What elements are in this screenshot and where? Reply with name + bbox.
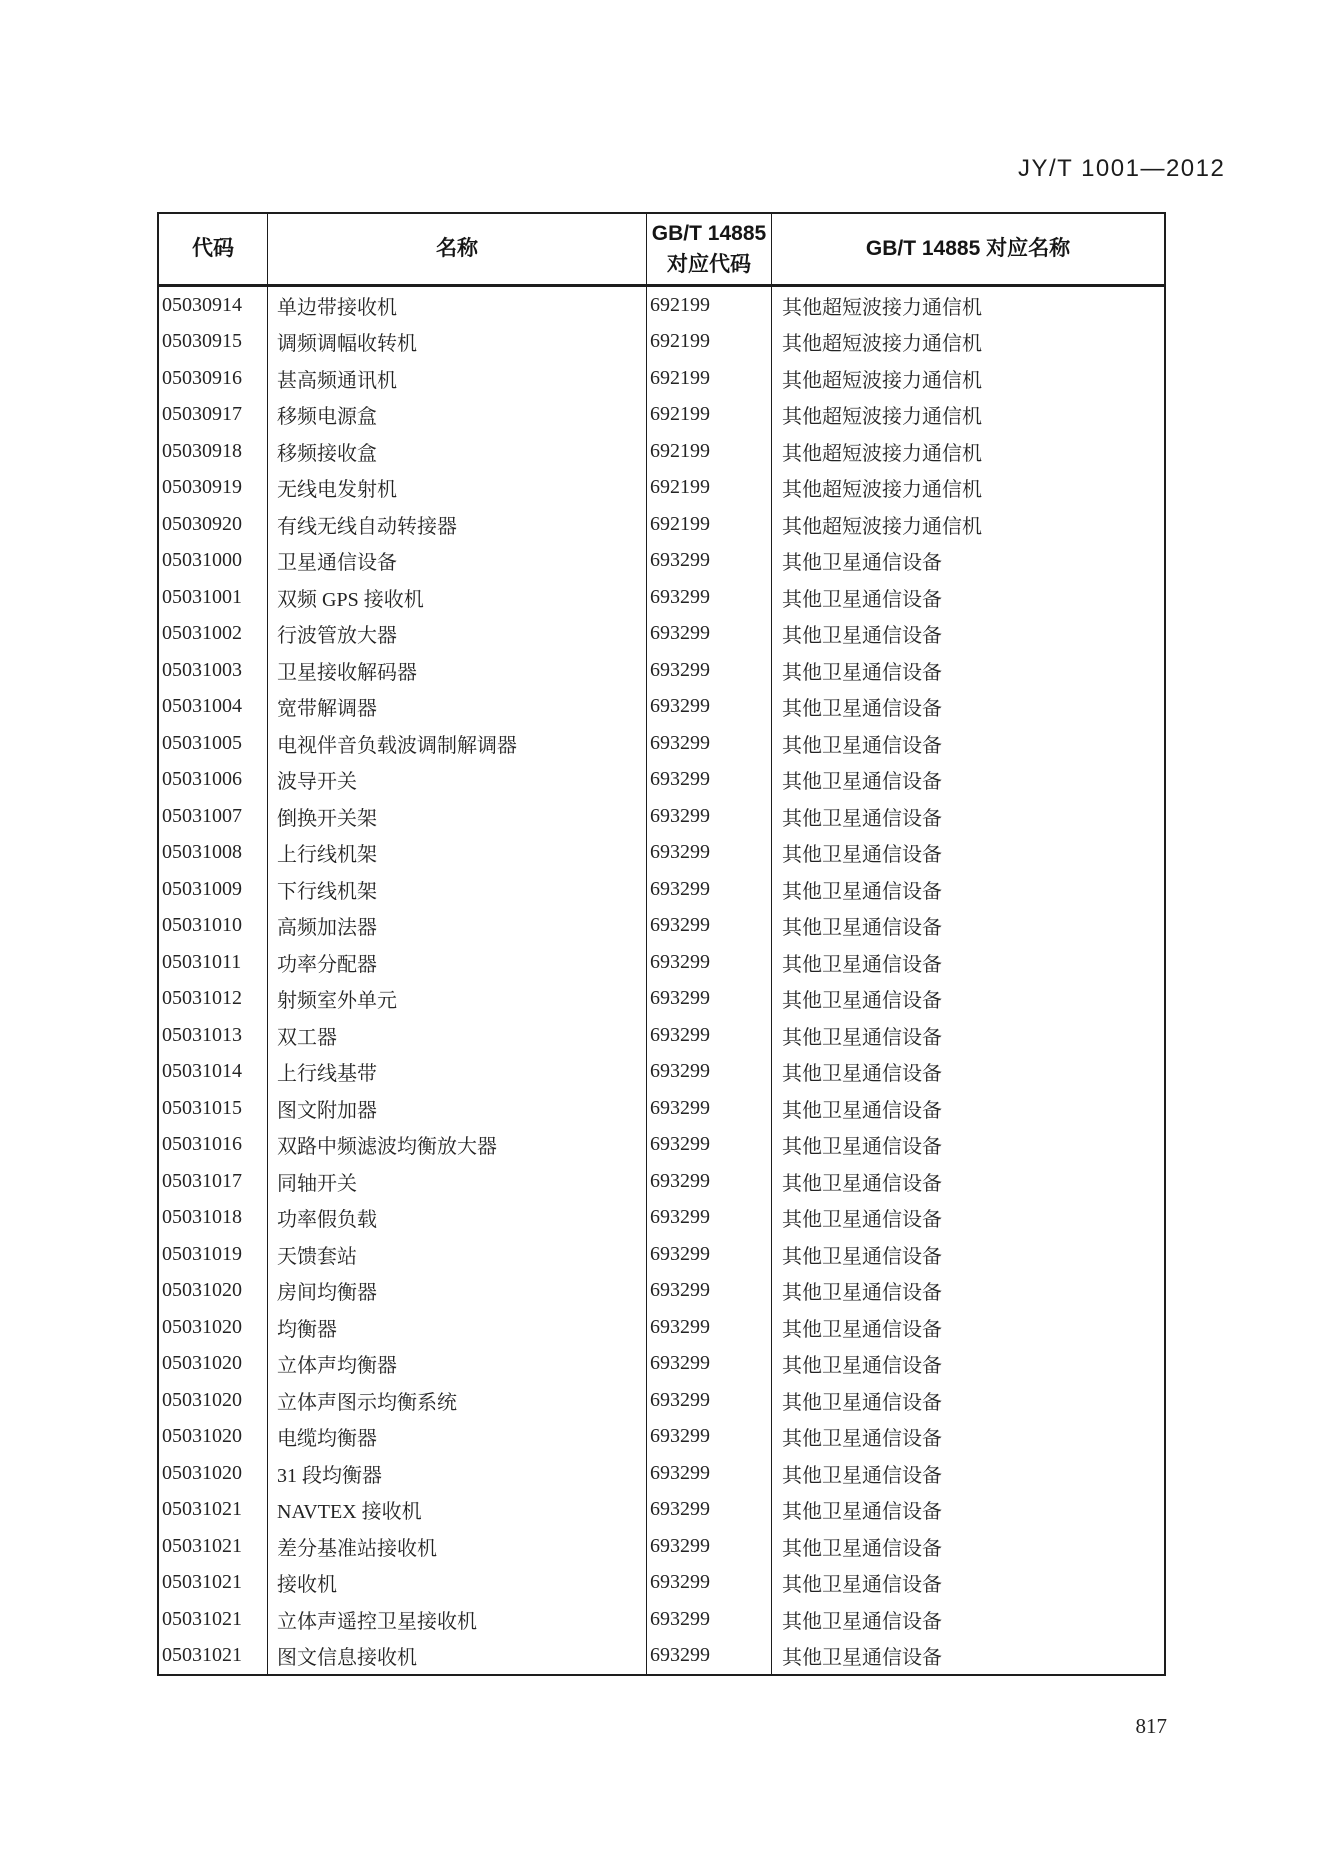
cell-gbt-code: 693299 [646, 871, 771, 908]
column-header-name-label: 名称 [436, 237, 478, 261]
table-row [159, 1346, 1164, 1383]
cell-gbt-code: 693299 [646, 1200, 771, 1237]
cell-code: 05031021 [162, 1607, 242, 1630]
table-row [159, 1455, 1164, 1492]
table-row [159, 1200, 1164, 1237]
cell-name: 立体声均衡器 [267, 1346, 646, 1383]
table-row [159, 762, 1164, 799]
cell-name: 图文附加器 [267, 1090, 646, 1127]
page-number: 817 [1135, 1714, 1167, 1738]
cell-gbt-code: 693299 [646, 944, 771, 981]
table-row [159, 1127, 1164, 1164]
cell-name: 高频加法器 [267, 908, 646, 945]
cell-gbt-name: 其他卫星通信设备 [771, 1346, 1164, 1383]
cell-gbt-code: 693299 [646, 835, 771, 872]
cell-name: 立体声遥控卫星接收机 [267, 1601, 646, 1638]
cell-gbt-name: 其他超短波接力通信机 [771, 324, 1164, 361]
cell-gbt-code: 693299 [646, 1090, 771, 1127]
cell-gbt-code: 693299 [646, 652, 771, 689]
cell-code: 05031020 [162, 1425, 242, 1448]
cell-code: 05031012 [162, 987, 242, 1010]
cell-gbt-name: 其他卫星通信设备 [771, 1127, 1164, 1164]
cell-code: 05030919 [162, 476, 242, 499]
cell-name: 功率分配器 [267, 944, 646, 981]
cell-name: 均衡器 [267, 1309, 646, 1346]
cell-gbt-name: 其他卫星通信设备 [771, 1273, 1164, 1310]
table-row [159, 433, 1164, 470]
cell-name: NAVTEX 接收机 [267, 1492, 646, 1529]
cell-name: 行波管放大器 [267, 616, 646, 653]
table-row [159, 981, 1164, 1018]
cell-name: 双频 GPS 接收机 [267, 579, 646, 616]
cell-name: 移频电源盒 [267, 397, 646, 434]
cell-code: 05031002 [162, 622, 242, 645]
cell-gbt-code: 693299 [646, 1017, 771, 1054]
cell-gbt-code: 692199 [646, 360, 771, 397]
cell-code: 05031021 [162, 1571, 242, 1594]
cell-gbt-name: 其他卫星通信设备 [771, 1528, 1164, 1565]
cell-name: 卫星接收解码器 [267, 652, 646, 689]
cell-name: 射频室外单元 [267, 981, 646, 1018]
cell-code: 05031005 [162, 731, 242, 754]
cell-code: 05031020 [162, 1388, 242, 1411]
cell-gbt-name: 其他卫星通信设备 [771, 1200, 1164, 1237]
table-row [159, 1273, 1164, 1310]
table-row [159, 908, 1164, 945]
cell-name: 甚高频通讯机 [267, 360, 646, 397]
cell-gbt-code: 693299 [646, 1273, 771, 1310]
table-row [159, 360, 1164, 397]
table-row [159, 1492, 1164, 1529]
cell-gbt-code: 693299 [646, 543, 771, 580]
cell-name: 差分基准站接收机 [267, 1528, 646, 1565]
table-row [159, 1017, 1164, 1054]
cell-gbt-name: 其他卫星通信设备 [771, 1163, 1164, 1200]
table-row [159, 287, 1164, 324]
cell-gbt-code: 693299 [646, 1492, 771, 1529]
cell-code: 05031010 [162, 914, 242, 937]
cell-name: 电视伴音负载波调制解调器 [267, 725, 646, 762]
table-row [159, 652, 1164, 689]
table-row [159, 1419, 1164, 1456]
table-row [159, 871, 1164, 908]
cell-name: 接收机 [267, 1565, 646, 1602]
cell-gbt-code: 693299 [646, 908, 771, 945]
cell-gbt-name: 其他卫星通信设备 [771, 1382, 1164, 1419]
cell-name: 双工器 [267, 1017, 646, 1054]
table-row [159, 1601, 1164, 1638]
cell-gbt-name: 其他卫星通信设备 [771, 1309, 1164, 1346]
cell-name: 31 段均衡器 [267, 1455, 646, 1492]
cell-name: 无线电发射机 [267, 470, 646, 507]
cell-code: 05031013 [162, 1023, 242, 1046]
cell-gbt-code: 693299 [646, 1127, 771, 1164]
cell-gbt-code: 692199 [646, 433, 771, 470]
cell-gbt-code: 693299 [646, 725, 771, 762]
cell-gbt-name: 其他卫星通信设备 [771, 1492, 1164, 1529]
column-header-gbt-name [771, 214, 1164, 284]
cell-gbt-name: 其他卫星通信设备 [771, 725, 1164, 762]
table-row [159, 506, 1164, 543]
column-header-gbt-code-line1: GB/T 14885 [651, 221, 767, 245]
cell-gbt-name: 其他卫星通信设备 [771, 543, 1164, 580]
cell-name: 电缆均衡器 [267, 1419, 646, 1456]
cell-gbt-name: 其他卫星通信设备 [771, 1236, 1164, 1273]
cell-gbt-name: 其他卫星通信设备 [771, 579, 1164, 616]
cell-code: 05031021 [162, 1644, 242, 1667]
table-row [159, 1565, 1164, 1602]
table-row [159, 324, 1164, 361]
cell-code: 05030920 [162, 512, 242, 535]
cell-gbt-code: 693299 [646, 798, 771, 835]
cell-name: 调频调幅收转机 [267, 324, 646, 361]
cell-gbt-name: 其他超短波接力通信机 [771, 360, 1164, 397]
cell-name: 图文信息接收机 [267, 1638, 646, 1675]
code-mapping-table [157, 212, 1166, 1676]
table-row [159, 835, 1164, 872]
cell-name: 同轴开关 [267, 1163, 646, 1200]
cell-gbt-code: 693299 [646, 1309, 771, 1346]
cell-gbt-code: 693299 [646, 1565, 771, 1602]
cell-name: 波导开关 [267, 762, 646, 799]
cell-gbt-code: 692199 [646, 470, 771, 507]
table-row [159, 725, 1164, 762]
cell-name: 卫星通信设备 [267, 543, 646, 580]
cell-gbt-code: 693299 [646, 1236, 771, 1273]
cell-gbt-name: 其他超短波接力通信机 [771, 397, 1164, 434]
cell-code: 05030915 [162, 330, 242, 353]
cell-code: 05031020 [162, 1279, 242, 1302]
cell-code: 05031019 [162, 1242, 242, 1265]
column-header-gbt-code-line2: 对应代码 [667, 253, 751, 276]
cell-gbt-name: 其他卫星通信设备 [771, 798, 1164, 835]
cell-gbt-name: 其他超短波接力通信机 [771, 433, 1164, 470]
cell-code: 05031004 [162, 695, 242, 718]
table-row [159, 798, 1164, 835]
cell-code: 05031020 [162, 1461, 242, 1484]
cell-gbt-code: 693299 [646, 1163, 771, 1200]
cell-code: 05031015 [162, 1096, 242, 1119]
cell-name: 下行线机架 [267, 871, 646, 908]
cell-gbt-code: 693299 [646, 1419, 771, 1456]
table-row [159, 579, 1164, 616]
cell-gbt-code: 693299 [646, 1382, 771, 1419]
cell-gbt-code: 693299 [646, 1528, 771, 1565]
table-body [159, 287, 1164, 1674]
standard-code-heading: JY/T 1001—2012 [1018, 155, 1226, 182]
cell-name: 天馈套站 [267, 1236, 646, 1273]
table-row [159, 689, 1164, 726]
cell-name: 上行线机架 [267, 835, 646, 872]
cell-name: 功率假负载 [267, 1200, 646, 1237]
cell-code: 05031000 [162, 549, 242, 572]
table-row [159, 1638, 1164, 1675]
cell-name: 双路中频滤波均衡放大器 [267, 1127, 646, 1164]
cell-gbt-code: 693299 [646, 689, 771, 726]
cell-code: 05031017 [162, 1169, 242, 1192]
cell-code: 05030917 [162, 403, 242, 426]
cell-gbt-name: 其他卫星通信设备 [771, 762, 1164, 799]
cell-gbt-name: 其他卫星通信设备 [771, 835, 1164, 872]
cell-gbt-name: 其他超短波接力通信机 [771, 287, 1164, 324]
cell-name: 单边带接收机 [267, 287, 646, 324]
cell-gbt-code: 693299 [646, 1638, 771, 1675]
cell-code: 05031011 [162, 950, 242, 973]
cell-code: 05031021 [162, 1498, 242, 1521]
cell-gbt-code: 692199 [646, 324, 771, 361]
cell-gbt-code: 693299 [646, 579, 771, 616]
cell-gbt-code: 693299 [646, 1346, 771, 1383]
cell-gbt-code: 692199 [646, 397, 771, 434]
cell-gbt-code: 693299 [646, 981, 771, 1018]
table-row [159, 543, 1164, 580]
column-header-code [159, 214, 267, 284]
cell-code: 05031020 [162, 1315, 242, 1338]
table-row [159, 944, 1164, 981]
cell-gbt-code: 692199 [646, 287, 771, 324]
table-row [159, 1054, 1164, 1091]
cell-name: 倒换开关架 [267, 798, 646, 835]
cell-code: 05031021 [162, 1534, 242, 1557]
cell-gbt-name: 其他卫星通信设备 [771, 1090, 1164, 1127]
table-row [159, 1528, 1164, 1565]
cell-gbt-name: 其他卫星通信设备 [771, 1054, 1164, 1091]
table-row [159, 1090, 1164, 1127]
cell-code: 05030918 [162, 439, 242, 462]
table-row [159, 1309, 1164, 1346]
cell-gbt-name: 其他卫星通信设备 [771, 1419, 1164, 1456]
cell-name: 宽带解调器 [267, 689, 646, 726]
cell-code: 05031014 [162, 1060, 242, 1083]
cell-gbt-name: 其他卫星通信设备 [771, 652, 1164, 689]
cell-gbt-code: 693299 [646, 1455, 771, 1492]
table-row [159, 470, 1164, 507]
cell-code: 05030914 [162, 293, 242, 316]
cell-name: 有线无线自动转接器 [267, 506, 646, 543]
cell-gbt-name: 其他卫星通信设备 [771, 1601, 1164, 1638]
cell-code: 05031018 [162, 1206, 242, 1229]
cell-code: 05031003 [162, 658, 242, 681]
table-row [159, 1236, 1164, 1273]
column-header-gbt-code [646, 214, 771, 284]
column-header-code-label: 代码 [192, 237, 234, 261]
cell-gbt-name: 其他卫星通信设备 [771, 1638, 1164, 1675]
cell-gbt-name: 其他卫星通信设备 [771, 1017, 1164, 1054]
cell-code: 05031006 [162, 768, 242, 791]
cell-gbt-name: 其他超短波接力通信机 [771, 506, 1164, 543]
column-header-gbt-name-label: GB/T 14885 对应名称 [865, 237, 1071, 261]
table-row [159, 1382, 1164, 1419]
cell-gbt-name: 其他卫星通信设备 [771, 689, 1164, 726]
cell-name: 上行线基带 [267, 1054, 646, 1091]
cell-gbt-name: 其他卫星通信设备 [771, 1455, 1164, 1492]
table-row [159, 616, 1164, 653]
cell-gbt-code: 693299 [646, 1054, 771, 1091]
cell-code: 05031007 [162, 804, 242, 827]
cell-gbt-code: 693299 [646, 762, 771, 799]
table-row [159, 397, 1164, 434]
cell-name: 移频接收盒 [267, 433, 646, 470]
cell-code: 05030916 [162, 366, 242, 389]
cell-gbt-code: 692199 [646, 506, 771, 543]
cell-gbt-name: 其他卫星通信设备 [771, 981, 1164, 1018]
cell-gbt-name: 其他超短波接力通信机 [771, 470, 1164, 507]
cell-code: 05031009 [162, 877, 242, 900]
cell-gbt-name: 其他卫星通信设备 [771, 1565, 1164, 1602]
cell-gbt-name: 其他卫星通信设备 [771, 871, 1164, 908]
cell-gbt-name: 其他卫星通信设备 [771, 908, 1164, 945]
cell-code: 05031008 [162, 841, 242, 864]
cell-gbt-name: 其他卫星通信设备 [771, 944, 1164, 981]
cell-code: 05031020 [162, 1352, 242, 1375]
cell-name: 房间均衡器 [267, 1273, 646, 1310]
table-header-row [159, 214, 1164, 287]
cell-code: 05031016 [162, 1133, 242, 1156]
cell-gbt-code: 693299 [646, 1601, 771, 1638]
column-header-name [267, 214, 646, 284]
cell-gbt-code: 693299 [646, 616, 771, 653]
table-row [159, 1163, 1164, 1200]
cell-name: 立体声图示均衡系统 [267, 1382, 646, 1419]
cell-gbt-name: 其他卫星通信设备 [771, 616, 1164, 653]
cell-code: 05031001 [162, 585, 242, 608]
